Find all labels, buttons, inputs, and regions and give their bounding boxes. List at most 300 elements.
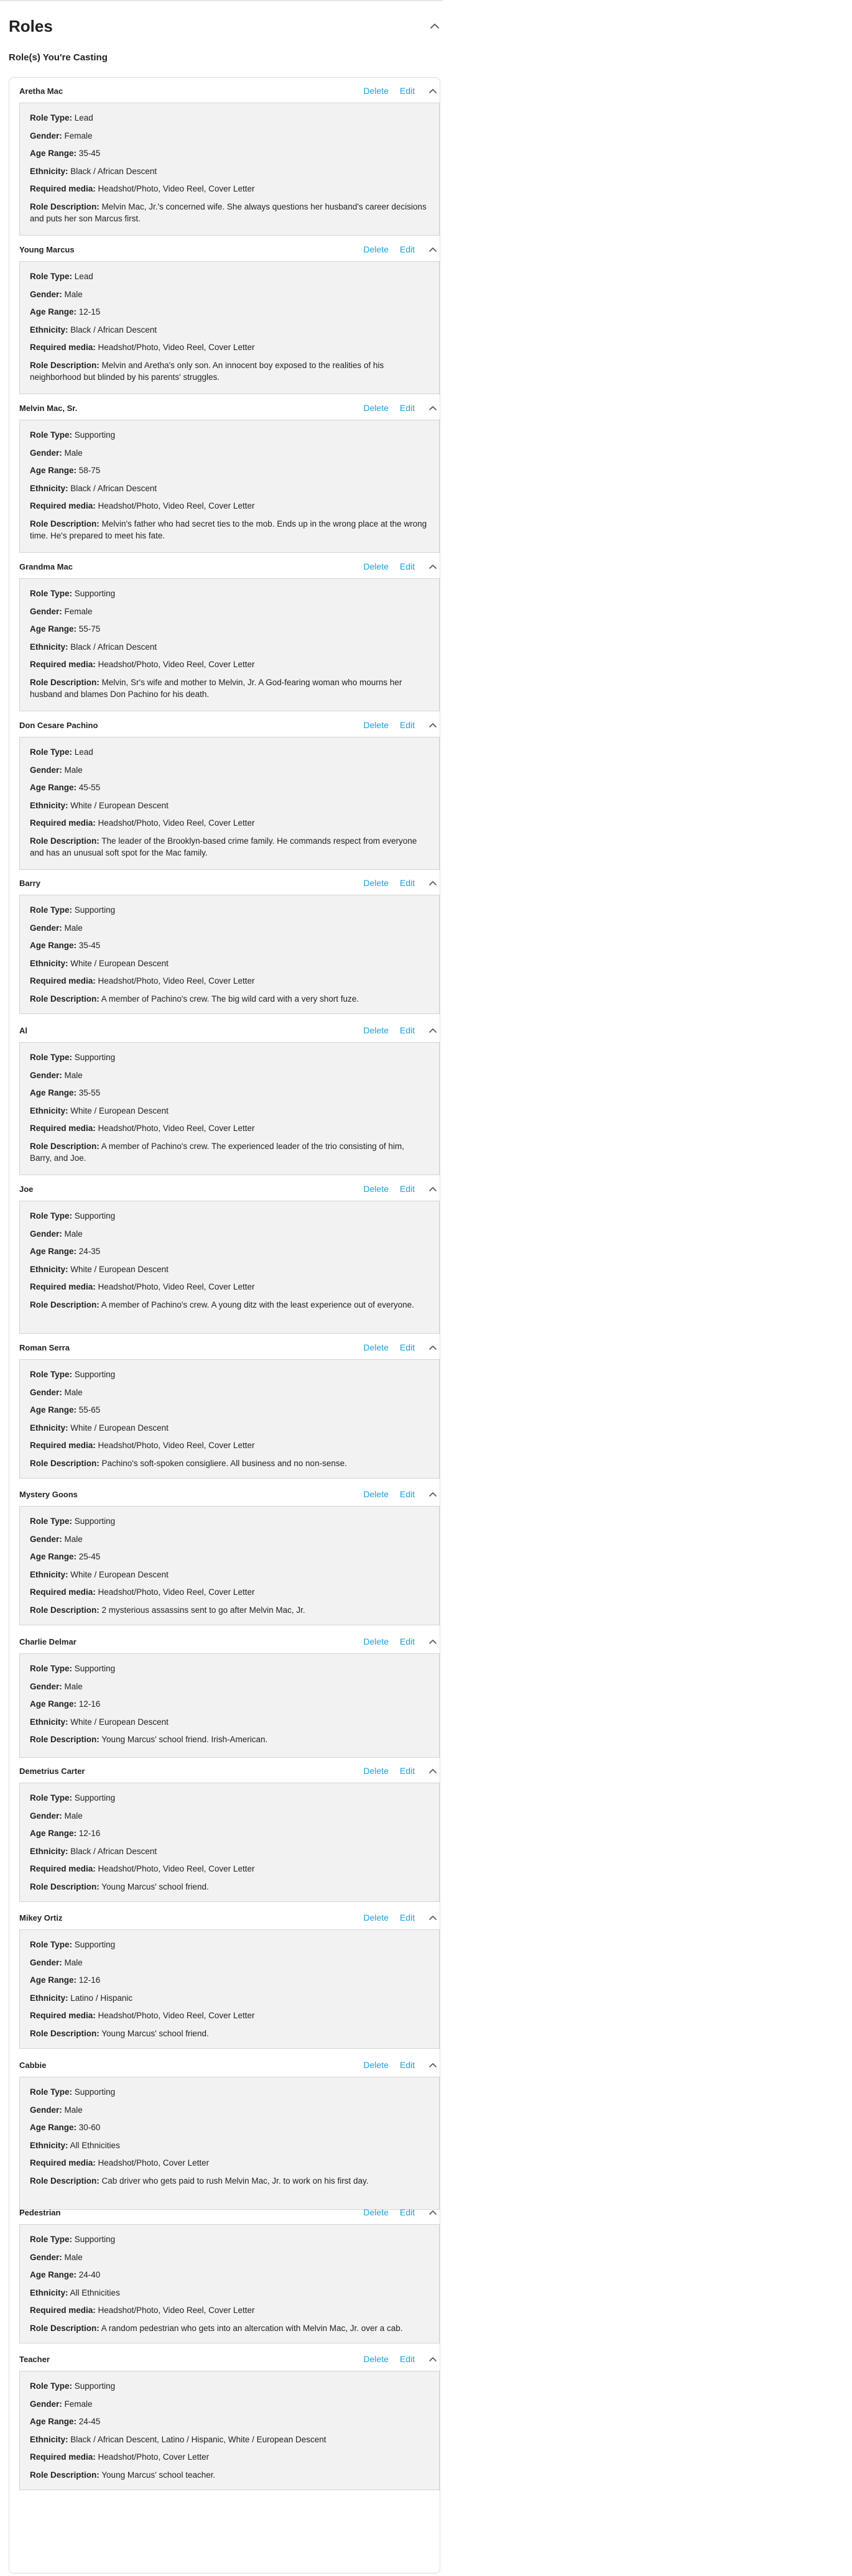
- role-details: [19, 1653, 440, 1758]
- edit-role-button[interactable]: Edit: [399, 1184, 415, 1194]
- field-value: 35-45: [78, 941, 101, 950]
- field-value: A random pedestrian who gets into an altercation with Melvin Mac, Jr. over a cab.: [101, 2323, 403, 2333]
- field-value: All Ethnicities: [70, 2287, 120, 2297]
- field-value: Supporting: [74, 589, 116, 598]
- field-label: Role Description:: [30, 1735, 100, 1744]
- field-value: Male: [64, 1681, 83, 1691]
- chevron-up-icon[interactable]: [426, 84, 440, 98]
- field-label: Role Type:: [30, 272, 73, 281]
- field-label: Role Description:: [30, 836, 100, 846]
- field-label: Role Type:: [30, 1053, 73, 1062]
- field-label: Role Type:: [30, 1664, 73, 1673]
- role-card: [19, 558, 440, 699]
- role-field-age-range: [30, 1087, 428, 1099]
- role-name: Joe: [19, 1184, 34, 1194]
- field-value: Male: [64, 1811, 83, 1821]
- field-value: Headshot/Photo, Video Reel, Cover Letter: [98, 2306, 255, 2315]
- field-label: Required media:: [30, 2452, 96, 2462]
- delete-role-button[interactable]: Delete: [363, 403, 389, 413]
- edit-role-button[interactable]: Edit: [399, 1637, 415, 1646]
- role-field-age-range: [30, 2416, 428, 2427]
- field-label: Age Range:: [30, 1405, 77, 1415]
- role-name: Mystery Goons: [19, 1489, 78, 1499]
- field-value: Headshot/Photo, Video Reel, Cover Letter: [98, 660, 255, 669]
- chevron-up-icon[interactable]: [426, 2058, 440, 2072]
- field-label: Age Range:: [30, 1088, 77, 1097]
- field-value: 12-16: [78, 1829, 101, 1838]
- field-label: Required media:: [30, 818, 96, 828]
- role-field-age-range: [30, 782, 428, 793]
- field-label: Age Range:: [30, 149, 77, 158]
- field-label: Ethnicity:: [30, 1717, 68, 1727]
- field-label: Required media:: [30, 2011, 96, 2020]
- delete-role-button[interactable]: Delete: [363, 878, 389, 888]
- field-value: Lead: [74, 747, 93, 757]
- delete-role-button[interactable]: Delete: [363, 1025, 389, 1035]
- role-actions: [363, 1764, 440, 1778]
- role-actions: [363, 718, 440, 732]
- field-label: Role Type:: [30, 1940, 73, 1949]
- field-value: Male: [64, 1070, 83, 1080]
- field-label: Gender:: [30, 606, 62, 616]
- role-header: [19, 83, 440, 99]
- role-field-gender: [30, 922, 428, 934]
- role-field-age-range: [30, 1245, 428, 1257]
- field-value: 25-45: [78, 1552, 101, 1561]
- role-actions: [363, 2058, 440, 2072]
- role-field-required-media: [30, 1122, 428, 1134]
- chevron-up-icon[interactable]: [426, 1911, 440, 1924]
- role-field-role-description: [30, 1604, 428, 1616]
- role-actions: [363, 1487, 440, 1501]
- role-name: Barry: [19, 878, 40, 888]
- role-field-gender: [30, 1228, 428, 1240]
- field-value: 30-60: [78, 2123, 101, 2132]
- delete-role-button[interactable]: Delete: [363, 720, 389, 730]
- role-field-ethnicity: [30, 958, 428, 969]
- field-label: Ethnicity:: [30, 958, 68, 968]
- role-name: Pedestrian: [19, 2207, 61, 2217]
- field-value: 12-15: [78, 307, 101, 316]
- field-label: Role Description:: [30, 1605, 100, 1615]
- chevron-up-icon[interactable]: [426, 876, 440, 890]
- role-field-gender: [30, 2398, 428, 2410]
- role-header: [19, 400, 440, 416]
- role-header: [19, 1633, 440, 1650]
- field-value: Supporting: [74, 2235, 116, 2244]
- field-value: 12-16: [78, 1699, 101, 1709]
- delete-role-button[interactable]: Delete: [363, 244, 389, 254]
- edit-role-button[interactable]: Edit: [399, 2060, 415, 2070]
- role-field-required-media: [30, 2451, 428, 2463]
- chevron-up-icon[interactable]: [426, 2205, 440, 2219]
- role-card: [19, 1486, 440, 1615]
- chevron-up-icon[interactable]: [426, 401, 440, 415]
- field-label: Gender:: [30, 1229, 62, 1239]
- field-label: Role Type:: [30, 430, 73, 440]
- role-header: [19, 2204, 440, 2220]
- role-details: [19, 1201, 440, 1334]
- role-field-role-description: [30, 1733, 428, 1745]
- role-details: [19, 1929, 440, 2049]
- role-header: [19, 875, 440, 891]
- role-name: Don Cesare Pachino: [19, 720, 98, 730]
- role-field-ethnicity: [30, 1569, 428, 1581]
- field-value: Melvin Mac, Jr.'s concerned wife. She always questions her husband's career decisions and puts her son Marcus first.: [30, 201, 427, 223]
- field-value: Headshot/Photo, Video Reel, Cover Letter: [98, 343, 255, 352]
- role-field-required-media: [30, 817, 428, 829]
- field-label: Role Type:: [30, 2235, 73, 2244]
- field-value: Young Marcus' school teacher.: [101, 2470, 216, 2480]
- role-field-ethnicity: [30, 2434, 428, 2445]
- role-header: [19, 558, 440, 575]
- field-label: Gender:: [30, 448, 62, 458]
- field-label: Role Type:: [30, 1793, 73, 1803]
- role-name: Aretha Mac: [19, 86, 63, 96]
- field-label: Required media:: [30, 2306, 96, 2315]
- edit-role-button[interactable]: Edit: [399, 2207, 415, 2217]
- field-label: Role Type:: [30, 1517, 73, 1526]
- role-field-role-description: [30, 1140, 428, 1164]
- chevron-up-icon[interactable]: [426, 1182, 440, 1196]
- role-header: [19, 1763, 440, 1779]
- delete-role-button[interactable]: Delete: [363, 2207, 389, 2217]
- edit-role-button[interactable]: Edit: [399, 2354, 415, 2364]
- role-details: [19, 1506, 440, 1625]
- role-actions: [363, 560, 440, 573]
- role-card: [19, 1022, 440, 1163]
- field-value: A member of Pachino's crew. The experienced leader of the trio consisting of him, Barry, and Joe.: [30, 1141, 404, 1163]
- role-field-required-media: [30, 183, 428, 195]
- field-value: Melvin's father who had secret ties to the mob. Ends up in the wrong place at the wrong time. He's prepared to meet his fate.: [30, 519, 427, 540]
- role-details: [19, 737, 440, 870]
- role-field-role-description: [30, 518, 428, 542]
- role-actions: [363, 2205, 440, 2219]
- field-value: Male: [64, 1387, 83, 1397]
- role-field-role-description: [30, 1299, 428, 1311]
- role-field-role-type: [30, 904, 428, 916]
- edit-role-button[interactable]: Edit: [399, 720, 415, 730]
- field-value: Black / African Descent: [70, 642, 157, 652]
- role-card: [19, 1633, 440, 1744]
- edit-role-button[interactable]: Edit: [399, 1025, 415, 1035]
- role-card: [19, 1763, 440, 1891]
- role-details: [19, 103, 440, 236]
- role-field-age-range: [30, 623, 428, 635]
- role-details: [19, 578, 440, 711]
- role-field-required-media: [30, 2304, 428, 2316]
- field-label: Age Range:: [30, 941, 77, 950]
- role-field-role-type: [30, 2233, 428, 2245]
- edit-role-button[interactable]: Edit: [399, 1913, 415, 1923]
- field-label: Role Type:: [30, 2381, 73, 2391]
- chevron-up-icon[interactable]: [426, 2352, 440, 2366]
- field-value: Supporting: [74, 1517, 116, 1526]
- field-value: Supporting: [74, 2381, 116, 2391]
- role-field-gender: [30, 289, 428, 300]
- role-field-age-range: [30, 464, 428, 476]
- role-details: [19, 2224, 440, 2343]
- field-value: Supporting: [74, 1211, 116, 1221]
- field-value: A member of Pachino's crew. A young ditz with the least experience out of everyone.: [101, 1300, 414, 1309]
- edit-role-button[interactable]: Edit: [399, 1342, 415, 1352]
- role-field-age-range: [30, 1404, 428, 1416]
- field-value: Black / African Descent: [70, 483, 157, 493]
- edit-role-button[interactable]: Edit: [399, 1489, 415, 1499]
- field-value: 35-45: [78, 149, 101, 158]
- role-card: [19, 241, 440, 382]
- delete-role-button[interactable]: Delete: [363, 1489, 389, 1499]
- role-card: [19, 875, 440, 1004]
- role-field-role-type: [30, 1939, 428, 1950]
- role-field-age-range: [30, 147, 428, 159]
- delete-role-button[interactable]: Delete: [363, 1766, 389, 1776]
- field-label: Required media:: [30, 1864, 96, 1873]
- chevron-up-icon[interactable]: [426, 1764, 440, 1778]
- field-label: Age Range:: [30, 624, 77, 634]
- chevron-up-icon[interactable]: [426, 242, 440, 256]
- field-label: Role Type:: [30, 747, 73, 757]
- role-card: [19, 1909, 440, 2038]
- role-card: [19, 83, 440, 223]
- field-label: Role Type:: [30, 589, 73, 598]
- field-value: 12-16: [78, 1975, 101, 1985]
- field-label: Required media:: [30, 1587, 96, 1597]
- role-field-age-range: [30, 939, 428, 951]
- field-value: 35-55: [78, 1088, 101, 1097]
- chevron-up-icon[interactable]: [426, 1341, 440, 1354]
- field-label: Required media:: [30, 343, 96, 352]
- field-value: 55-75: [78, 624, 101, 634]
- field-value: Male: [64, 923, 83, 933]
- role-field-role-type: [30, 1369, 428, 1380]
- role-details: [19, 420, 440, 553]
- field-label: Required media:: [30, 501, 96, 510]
- field-label: Age Range:: [30, 1829, 77, 1838]
- role-field-required-media: [30, 500, 428, 512]
- field-value: 24-45: [78, 2417, 101, 2426]
- field-value: Headshot/Photo, Cover Letter: [98, 2452, 210, 2462]
- field-value: The leader of the Brooklyn-based crime family. He commands respect from everyone and has an unusual soft spot for the Mac family.: [30, 836, 417, 857]
- chevron-up-icon[interactable]: [426, 1023, 440, 1037]
- role-name: Al: [19, 1025, 27, 1035]
- top-divider: [0, 0, 443, 1]
- role-actions: [363, 401, 440, 415]
- delete-role-button[interactable]: Delete: [363, 1637, 389, 1646]
- role-header: [19, 1486, 440, 1502]
- field-value: Supporting: [74, 430, 116, 440]
- roles-header: [9, 14, 442, 39]
- role-card: [19, 1181, 440, 1309]
- role-actions: [363, 1182, 440, 1196]
- chevron-up-icon[interactable]: [428, 19, 442, 33]
- field-label: Gender:: [30, 1811, 62, 1821]
- edit-role-button[interactable]: Edit: [399, 86, 415, 96]
- role-field-required-media: [30, 975, 428, 987]
- field-label: Role Description:: [30, 1300, 100, 1309]
- field-value: Supporting: [74, 905, 116, 915]
- field-value: Headshot/Photo, Video Reel, Cover Letter: [98, 2011, 255, 2020]
- role-field-role-type: [30, 1051, 428, 1063]
- field-label: Required media:: [30, 976, 96, 986]
- role-header: [19, 1339, 440, 1355]
- field-label: Ethnicity:: [30, 800, 68, 810]
- edit-role-button[interactable]: Edit: [399, 403, 415, 413]
- role-field-required-media: [30, 2010, 428, 2021]
- role-field-role-type: [30, 429, 428, 441]
- role-field-ethnicity: [30, 800, 428, 811]
- role-field-role-description: [30, 359, 428, 383]
- role-field-age-range: [30, 1551, 428, 1563]
- roles-panel: [9, 77, 440, 2574]
- field-value: Supporting: [74, 1370, 116, 1379]
- role-field-required-media: [30, 1586, 428, 1598]
- field-value: Melvin, Sr's wife and mother to Melvin, Jr. A God-fearing woman who mourns her husband and blames Don Pachino for his death.: [30, 677, 402, 699]
- field-value: Young Marcus' school friend.: [101, 2028, 209, 2038]
- delete-role-button[interactable]: Delete: [363, 2060, 389, 2070]
- role-card: [19, 2057, 440, 2186]
- field-label: Role Type:: [30, 1211, 73, 1221]
- field-value: Female: [64, 606, 93, 616]
- role-name: Mikey Ortiz: [19, 1913, 63, 1923]
- field-value: Male: [64, 2252, 83, 2262]
- field-label: Role Type:: [30, 2087, 73, 2097]
- role-name: Melvin Mac, Sr.: [19, 403, 78, 413]
- role-field-role-type: [30, 588, 428, 599]
- field-label: Age Range:: [30, 783, 77, 792]
- role-field-ethnicity: [30, 1845, 428, 1857]
- role-field-required-media: [30, 658, 428, 670]
- delete-role-button[interactable]: Delete: [363, 86, 389, 96]
- field-label: Age Range:: [30, 1247, 77, 1256]
- field-label: Role Type:: [30, 905, 73, 915]
- field-label: Gender:: [30, 2105, 62, 2115]
- chevron-up-icon[interactable]: [426, 1635, 440, 1648]
- delete-role-button[interactable]: Delete: [363, 561, 389, 571]
- role-field-ethnicity: [30, 1992, 428, 2004]
- role-field-required-media: [30, 341, 428, 353]
- role-card: [19, 1339, 440, 1468]
- field-value: Male: [64, 765, 83, 775]
- field-label: Ethnicity:: [30, 483, 68, 493]
- role-field-role-type: [30, 2380, 428, 2392]
- field-value: Male: [64, 289, 83, 299]
- role-field-ethnicity: [30, 1422, 428, 1434]
- field-label: Gender:: [30, 923, 62, 933]
- field-label: Ethnicity:: [30, 2140, 68, 2150]
- field-label: Role Description:: [30, 1141, 100, 1151]
- field-value: A member of Pachino's crew. The big wild card with a very short fuze.: [101, 994, 359, 1004]
- field-label: Gender:: [30, 1957, 62, 1967]
- delete-role-button[interactable]: Delete: [363, 2354, 389, 2364]
- role-field-ethnicity: [30, 1105, 428, 1117]
- role-field-gender: [30, 2104, 428, 2116]
- delete-role-button[interactable]: Delete: [363, 1913, 389, 1923]
- role-header: [19, 1022, 440, 1038]
- field-label: Role Description:: [30, 994, 100, 1004]
- role-field-role-type: [30, 1792, 428, 1804]
- role-field-gender: [30, 1069, 428, 1081]
- role-field-role-description: [30, 2175, 428, 2187]
- role-details: [19, 261, 440, 394]
- role-field-gender: [30, 764, 428, 776]
- edit-role-button[interactable]: Edit: [399, 878, 415, 888]
- field-value: 2 mysterious assassins sent to go after Melvin Mac, Jr.: [101, 1605, 305, 1615]
- role-header: [19, 1181, 440, 1197]
- field-label: Ethnicity:: [30, 166, 68, 176]
- field-label: Age Range:: [30, 466, 77, 475]
- field-value: Supporting: [74, 1793, 116, 1803]
- edit-role-button[interactable]: Edit: [399, 561, 415, 571]
- field-value: White / European Descent: [70, 1569, 169, 1579]
- field-value: White / European Descent: [70, 1264, 169, 1274]
- role-field-gender: [30, 447, 428, 459]
- field-label: Gender:: [30, 765, 62, 775]
- role-card: [19, 400, 440, 540]
- field-label: Role Description:: [30, 2176, 100, 2186]
- role-details: [19, 895, 440, 1014]
- chevron-up-icon[interactable]: [426, 1487, 440, 1501]
- field-label: Ethnicity:: [30, 2287, 68, 2297]
- chevron-up-icon[interactable]: [426, 718, 440, 732]
- edit-role-button[interactable]: Edit: [399, 1766, 415, 1776]
- field-value: Pachino's soft-spoken consigliere. All business and no non-sense.: [101, 1458, 347, 1468]
- field-label: Role Description:: [30, 1458, 100, 1468]
- field-value: Black / African Descent, Latino / Hispanic, White / European Descent: [70, 2434, 326, 2444]
- role-details: [19, 1783, 440, 1902]
- role-card: [19, 2204, 440, 2333]
- field-value: 24-40: [78, 2270, 101, 2279]
- delete-role-button[interactable]: Delete: [363, 1184, 389, 1194]
- field-label: Gender:: [30, 1534, 62, 1544]
- role-field-ethnicity: [30, 165, 428, 177]
- field-label: Required media:: [30, 1124, 96, 1133]
- chevron-up-icon[interactable]: [426, 560, 440, 573]
- field-label: Ethnicity:: [30, 1423, 68, 1433]
- field-value: Headshot/Photo, Video Reel, Cover Letter: [98, 1282, 255, 1291]
- field-value: White / European Descent: [70, 1717, 169, 1727]
- role-actions: [363, 2352, 440, 2366]
- role-field-ethnicity: [30, 1716, 428, 1728]
- field-value: 24-35: [78, 1247, 101, 1256]
- edit-role-button[interactable]: Edit: [399, 244, 415, 254]
- role-details: [19, 1042, 440, 1175]
- role-field-gender: [30, 1533, 428, 1545]
- role-field-role-type: [30, 2086, 428, 2098]
- role-field-required-media: [30, 1863, 428, 1875]
- field-value: Black / African Descent: [70, 166, 157, 176]
- role-field-role-type: [30, 270, 428, 282]
- role-field-required-media: [30, 2157, 428, 2169]
- field-label: Ethnicity:: [30, 1846, 68, 1856]
- role-field-age-range: [30, 306, 428, 318]
- role-field-age-range: [30, 1974, 428, 1986]
- role-actions: [363, 242, 440, 256]
- field-label: Gender:: [30, 131, 62, 141]
- role-field-role-description: [30, 835, 428, 859]
- field-label: Age Range:: [30, 307, 77, 316]
- role-field-gender: [30, 1387, 428, 1398]
- role-header: [19, 2057, 440, 2073]
- field-label: Age Range:: [30, 2417, 77, 2426]
- delete-role-button[interactable]: Delete: [363, 1342, 389, 1352]
- role-field-required-media: [30, 1439, 428, 1451]
- role-field-age-range: [30, 2121, 428, 2133]
- field-label: Age Range:: [30, 2270, 77, 2279]
- role-field-required-media: [30, 1281, 428, 1293]
- role-name: Demetrius Carter: [19, 1766, 85, 1776]
- role-field-gender: [30, 2251, 428, 2263]
